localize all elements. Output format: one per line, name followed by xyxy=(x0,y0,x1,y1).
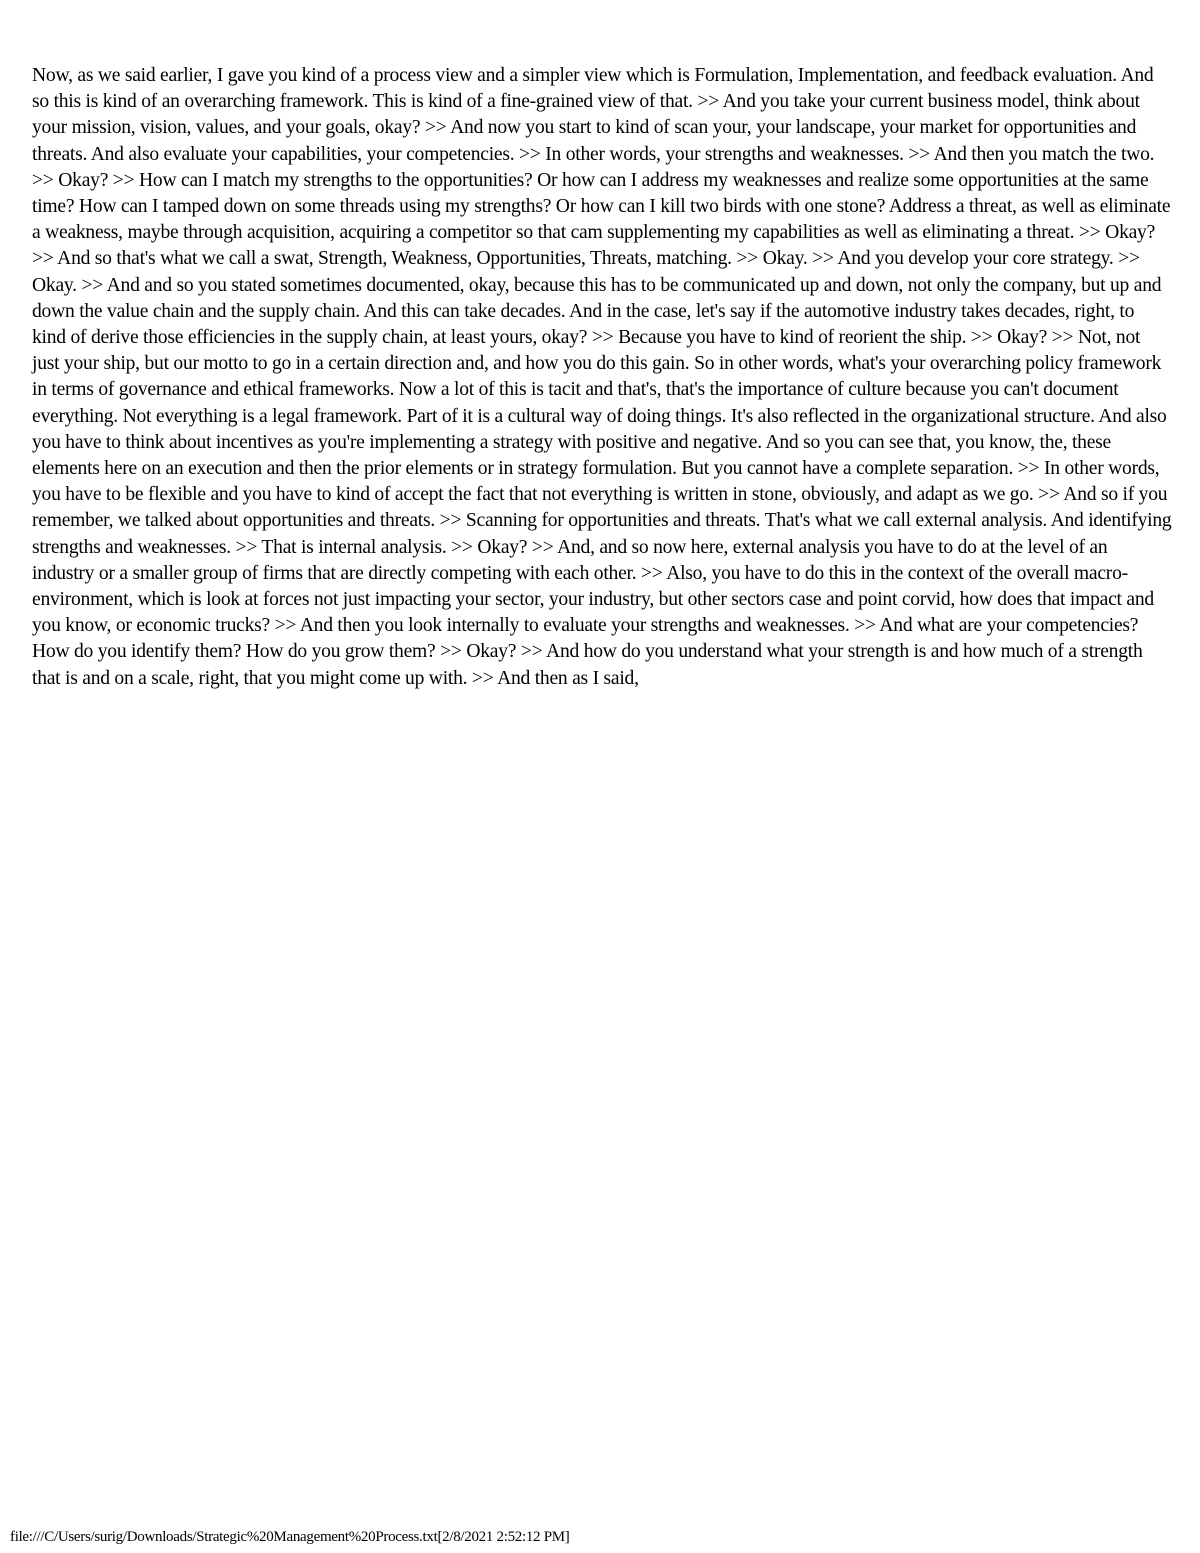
print-footer-file-path: file:///C/Users/surig/Downloads/Strategic%20Management%20Process.txt[2/8/2021 2:52:12 PM] xyxy=(10,1529,570,1545)
transcript-body: Now, as we said earlier, I gave you kind of a process view and a simpler view which is Formulation, Implementation, and feedback evaluation. And so this is kind of an overarching framework. This is kind of a fine-grained view of that. >> And you take your current business model, think about your mission, vision, values, and your goals, okay? >> And now you start to kind of scan your, your landscape, your market for opportunities and threats. And also evaluate your capabilities, your competencies. >> In other words, your strengths and weaknesses. >> And then you match the two. >> Okay? >> How can I match my strengths to the opportunities? Or how can I address my weaknesses and realize some opportunities at the same time? How can I tamped down on some threads using my strengths? Or how can I kill two birds with one stone? Address a threat, as well as eliminate a weakness, maybe through acquisition, acquiring a competitor so that cam supplementing my capabilities as well as eliminating a threat. >> Okay? >> And so that's what we call a swat, Strength, Weakness, Opportunities, Threats, matching. >> Okay. >> And you develop your core strategy. >> Okay. >> And and so you stated sometimes documented, okay, because this has to be communicated up and down, not only the company, but up and down the value chain and the supply chain. And this can take decades. And in the case, let's say if the automotive industry takes decades, right, to kind of derive those efficiencies in the supply chain, at least yours, okay? >> Because you have to kind of reorient the ship. >> Okay? >> Not, not just your ship, but our motto to go in a certain direction and, and how you do this gain. So in other words, what's your overarching policy framework in terms of governance and ethical frameworks. Now a lot of this is tacit and that's, that's the importance of culture because you can't document everything. Not everything is a legal framework. Part of it is a cultural way of doing things. It's also reflected in the organizational structure. And also you have to think about incentives as you're implementing a strategy with positive and negative. And so you can see that, you know, the, these elements here on an execution and then the prior elements or in strategy formulation. But you cannot have a complete separation. >> In other words, you have to be flexible and you have to kind of accept the fact that not everything is written in stone, obviously, and adapt as we go. >> And so if you remember, we talked about opportunities and threats. >> Scanning for opportunities and threats. That's what we call external analysis. And identifying strengths and weaknesses. >> That is internal analysis. >> Okay? >> And, and so now here, external analysis you have to do at the level of an industry or a smaller group of firms that are directly competing with each other. >> Also, you have to do this in the context of the overall macro-environment, which is look at forces not just impacting your sector, your industry, but other sectors case and point corvid, how does that impact and you know, or economic trucks? >> And then you look internally to evaluate your strengths and weaknesses. >> And what are your competencies? How do you identify them? How do you grow them? >> Okay? >> And how do you understand what your strength is and how much of a strength that is and on a scale, right, that you might come up with. >> And then as I said, xyxy=(32,65,1172,689)
